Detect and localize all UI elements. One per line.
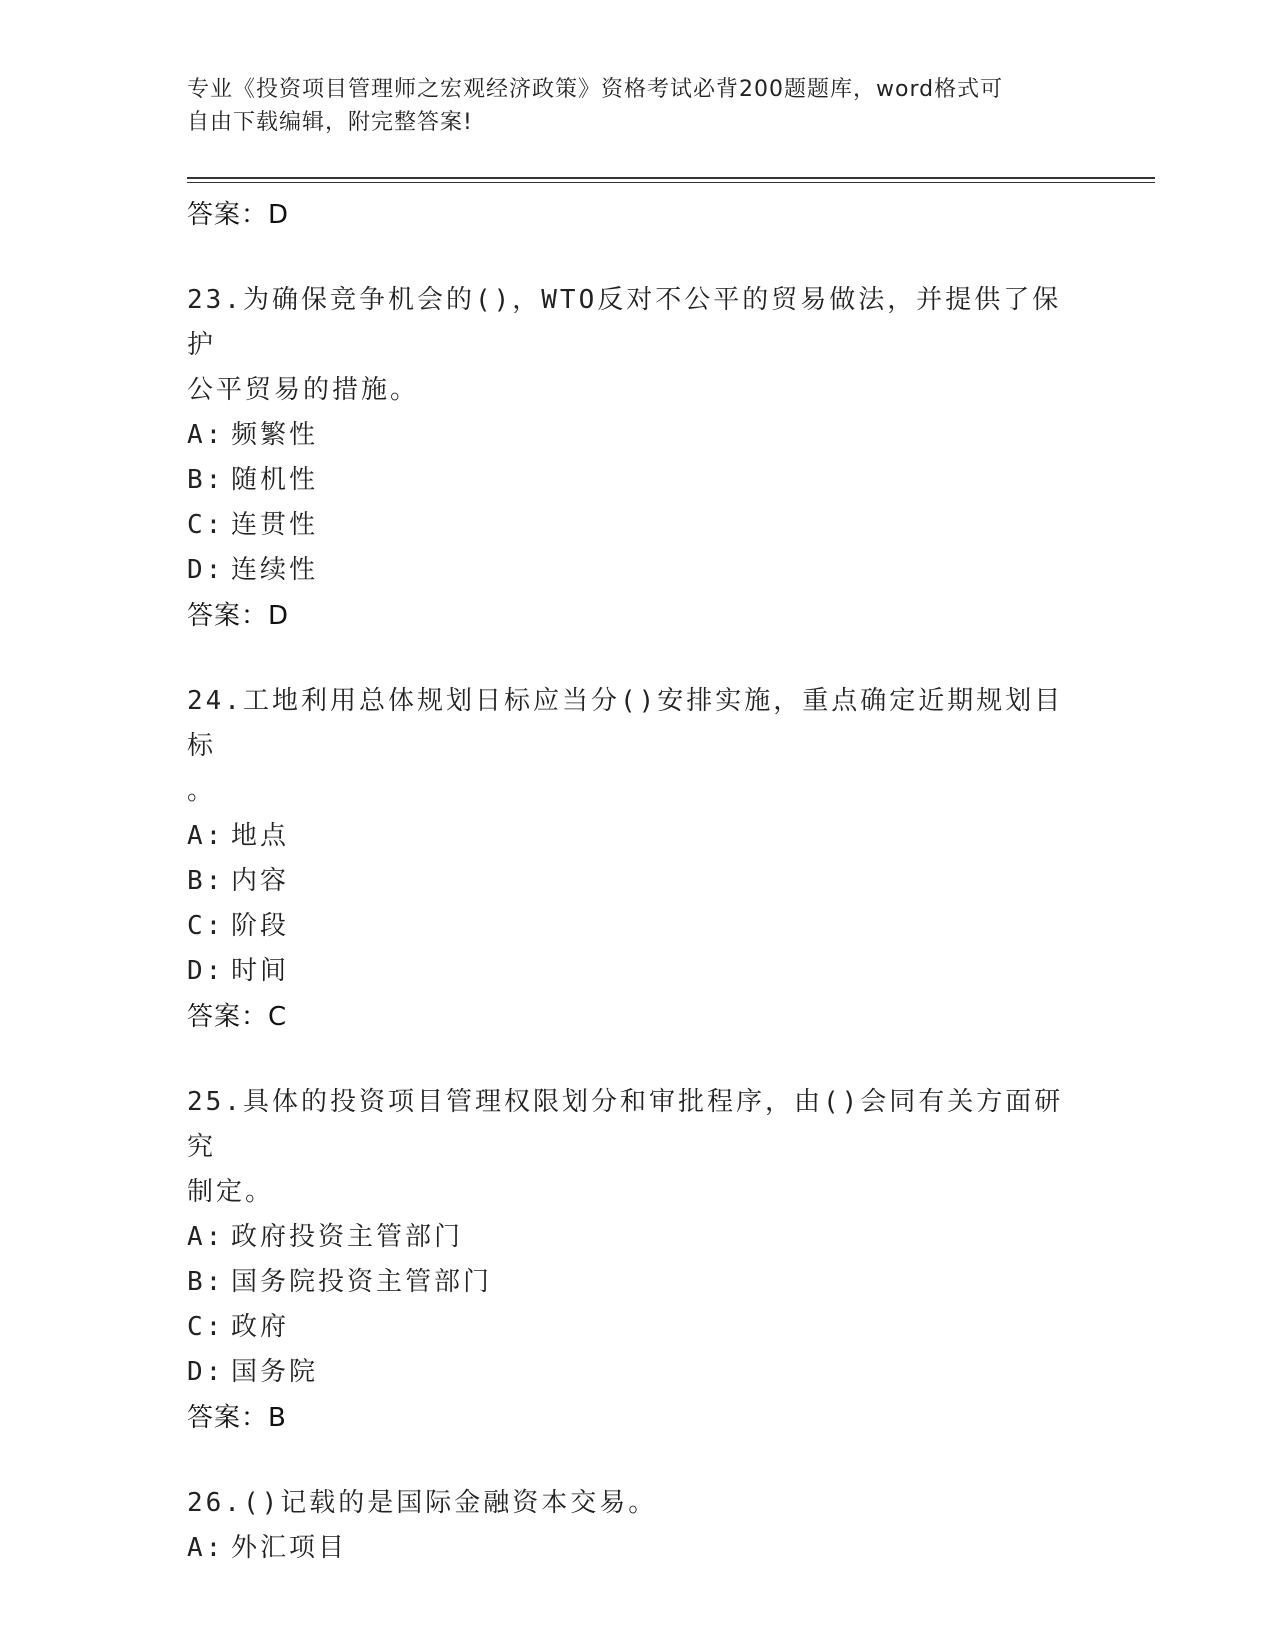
header-line-1: 专业《投资项目管理师之宏观经济政策》资格考试必背200题题库，word格式可 bbox=[187, 77, 1004, 102]
option-a: A: 地点 bbox=[187, 821, 290, 851]
answer-24: 答案：C bbox=[187, 1002, 288, 1032]
question-stem: 25.具体的投资项目管理权限划分和审批程序，由()会同有关方面研究 制定。 bbox=[187, 1087, 1064, 1207]
option-a: A: 外汇项目 bbox=[187, 1533, 348, 1563]
question-stem: 26.()记载的是国际金融资本交易。 bbox=[187, 1488, 658, 1518]
option-c: C: 阶段 bbox=[187, 911, 290, 941]
header-rule-thick bbox=[187, 177, 1155, 179]
answer-previous: 答案：D bbox=[187, 200, 290, 230]
question-25 bbox=[187, 1080, 1087, 1215]
question-24 bbox=[187, 679, 1087, 814]
question-26 bbox=[187, 1481, 1087, 1526]
option-b: B: 随机性 bbox=[187, 465, 319, 495]
document-header bbox=[187, 73, 1077, 139]
option-b: B: 国务院投资主管部门 bbox=[187, 1267, 493, 1297]
option-c: C: 连贯性 bbox=[187, 510, 319, 540]
question-stem: 24.工地利用总体规划日标应当分()安排实施，重点确定近期规划目标 。 bbox=[187, 686, 1064, 806]
question-list bbox=[187, 192, 1087, 1571]
option-d: D: 时间 bbox=[187, 956, 290, 986]
option-d: D: 国务院 bbox=[187, 1357, 319, 1387]
header-line-2: 自由下载编辑，附完整答案! bbox=[187, 110, 473, 135]
option-a: A: 频繁性 bbox=[187, 420, 319, 450]
header-rule-thin bbox=[187, 182, 1155, 183]
question-stem: 23.为确保竞争机会的()，WTO反对不公平的贸易做法，并提供了保护 公平贸易的措施。 bbox=[187, 285, 1062, 405]
option-d: D: 连续性 bbox=[187, 555, 319, 585]
question-23 bbox=[187, 278, 1087, 413]
option-b: B: 内容 bbox=[187, 866, 290, 896]
option-c: C: 政府 bbox=[187, 1312, 290, 1342]
answer-25: 答案：B bbox=[187, 1403, 287, 1433]
option-a: A: 政府投资主管部门 bbox=[187, 1222, 464, 1252]
answer-23: 答案：D bbox=[187, 601, 290, 631]
